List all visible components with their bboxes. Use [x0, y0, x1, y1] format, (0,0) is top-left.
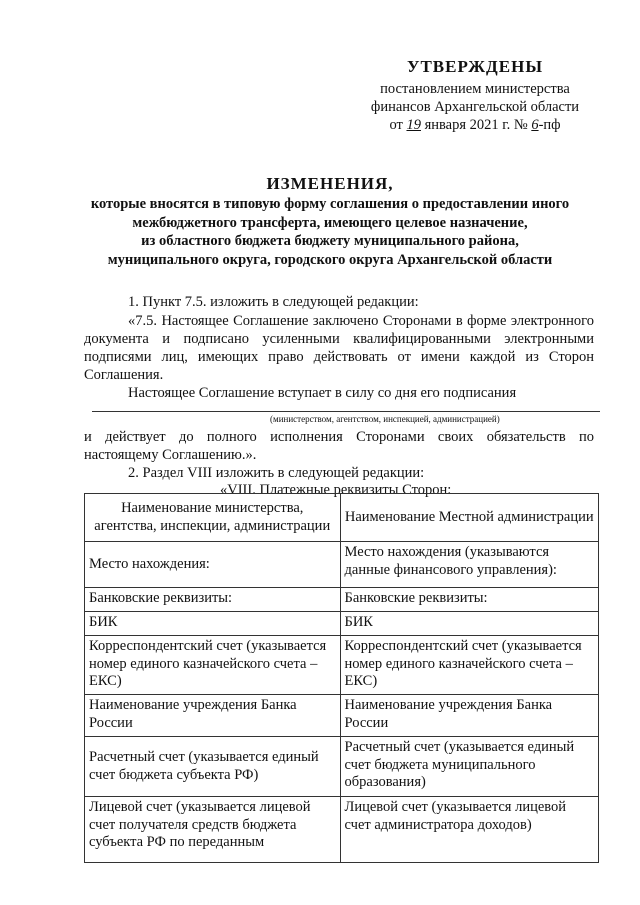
- paragraph-7-5: «7.5. Настоящее Соглашение заключено Сторонами в форме электронного документа и подписано усиленными квалифицированными электронными подписями лиц, имеющих право действовать от имени каждой из Сторон Соглашения.: [84, 313, 594, 383]
- document-title: [60, 173, 600, 269]
- requisites-table: [84, 493, 599, 863]
- table-header-row: [85, 494, 599, 542]
- table-row: [85, 797, 599, 863]
- header-local-admin: Наименование Местной администрации: [340, 494, 599, 542]
- item-1: 1. Пункт 7.5. изложить в следующей редакции:: [128, 294, 419, 310]
- date-day: 19: [406, 117, 421, 133]
- validity-clause: и действует до полного исполнения Сторонами своих обязательств по настоящему Соглашению.».: [84, 429, 594, 463]
- table-cell: Место нахождения (указываются данные финансового управления):: [340, 542, 599, 588]
- table-row: [85, 542, 599, 588]
- table-row: [85, 636, 599, 695]
- decree-number: 6: [531, 117, 539, 133]
- approval-date: [340, 116, 610, 134]
- table-cell: БИК: [340, 612, 599, 636]
- table-row: [85, 612, 599, 636]
- table-row: [85, 588, 599, 612]
- section-title: «VIII. Платежные реквизиты Сторон:: [220, 482, 452, 498]
- table-cell: Наименование учреждения Банка России: [85, 695, 341, 737]
- title-main: ИЗМЕНЕНИЯ,: [266, 174, 394, 193]
- approval-line-1: постановлением министерства: [380, 81, 570, 97]
- fill-in-line: [92, 411, 600, 412]
- date-rest: января 2021 г. №: [420, 117, 532, 133]
- table-row: [85, 737, 599, 797]
- table-cell: Лицевой счет (указывается лицевой счет получателя средств бюджета субъекта РФ по переданным: [85, 797, 341, 863]
- title-line-3: из областного бюджета бюджету муниципального района,: [141, 233, 519, 249]
- title-line-2: межбюджетного трансферта, имеющего целевое назначение,: [132, 214, 528, 231]
- table-cell: Расчетный счет (указывается единый счет бюджета субъекта РФ): [85, 737, 341, 797]
- table-cell: Банковские реквизиты:: [340, 588, 599, 612]
- table-cell: Расчетный счет (указывается единый счет бюджета муниципального образования): [340, 737, 599, 797]
- effective-clause: Настоящее Соглашение вступает в силу со дня его подписания: [128, 385, 517, 401]
- approval-block: [340, 58, 610, 134]
- table-cell: Банковские реквизиты:: [85, 588, 341, 612]
- date-prefix: от: [389, 117, 407, 133]
- table-cell: Место нахождения:: [85, 542, 341, 588]
- table-cell: Корреспондентский счет (указывается номер единого казначейского счета – ЕКС): [340, 636, 599, 695]
- title-line-4: муниципального округа, городского округа Архангельской области: [107, 251, 553, 268]
- title-line-1: которые вносятся в типовую форму соглашения о предоставлении иного: [90, 196, 570, 212]
- table-cell: Наименование учреждения Банка России: [340, 695, 599, 737]
- table-row: [85, 695, 599, 737]
- table-cell: Корреспондентский счет (указывается номер единого казначейского счета – ЕКС): [85, 636, 341, 695]
- approval-header: УТВЕРЖДЕНЫ: [406, 57, 544, 76]
- item-2: 2. Раздел VIII изложить в следующей редакции:: [128, 465, 425, 481]
- fill-in-caption: (министерством, агентством, инспекцией, администрацией): [270, 414, 500, 424]
- table-cell: Лицевой счет (указывается лицевой счет администратора доходов): [340, 797, 599, 863]
- header-ministry: Наименование министерства, агентства, инспекции, администрации: [85, 494, 341, 542]
- number-suffix: -пф: [538, 117, 561, 133]
- approval-line-2: финансов Архангельской области: [370, 99, 580, 115]
- table-cell: БИК: [85, 612, 341, 636]
